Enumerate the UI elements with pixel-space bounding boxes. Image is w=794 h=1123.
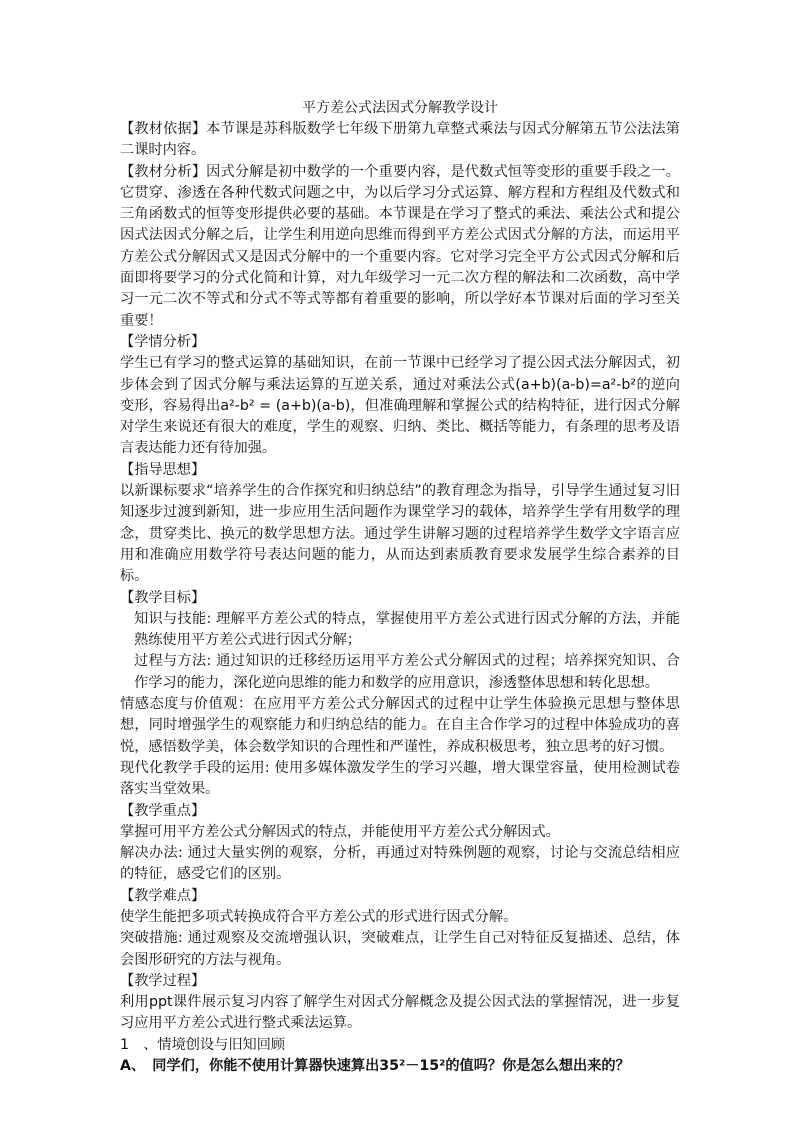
heading-teaching-goals: 【教学目标】 (120, 589, 206, 606)
paragraph-difficulties: 使学生能把多项式转换成符合平方差公式的形式进行因式分解。 (120, 908, 518, 925)
paragraph-key-solution: 解决办法: 通过大量实例的观察，分析，再通过对特殊例题的观察，讨论与交流总结相应的特征，感受它们的区别。 (120, 845, 680, 883)
heading-guiding-ideology: 【指导思想】 (120, 461, 206, 478)
document-title: 平方差公式法因式分解教学设计 (302, 100, 498, 116)
paragraph-key-points: 掌握可用平方差公式分解因式的特点，并能使用平方差公式分解因式。 (120, 823, 560, 840)
paragraph-guiding-ideology: 以新课标要求“培养学生的合作探究和归纳总结”的教育理念为指导，引导学生通过复习旧知逐步过渡到新知，进一步应用生活问题作为课堂学习的载体，培养学生学有用数学的理念，贯穿类比、换元的数学思想方法。通过学生讲解习题的过程培养学生数学文字语言应用和准确应用数学符号表达问题的能力，从而达到素质教育要求发展学生综合素养的目标。 (120, 483, 680, 585)
paragraph-question-a: A、 同学们，你能不使用计算器快速算出35²－15²的值吗？你是怎么想出来的？ (120, 1058, 630, 1075)
paragraph-emotion-values: 情感态度与价值观：在应用平方差公式分解因式的过程中让学生体验换元思想与整体思想，同时增强学生的观察能力和归纳总结的能力。在自主合作学习的过程中体验成功的喜悦，感悟数学美，体会数学知识的合理性和严谨性，养成积极思考，独立思考的好习惯。 (120, 696, 680, 755)
paragraph-breakthrough: 突破措施: 通过观察及交流增强认识，突破难点，让学生自己对特征反复描述、总结，体会图形研究的方法与视角。 (120, 930, 680, 968)
heading-difficulties: 【教学难点】 (120, 887, 206, 904)
heading-student-analysis: 【学情分析】 (120, 333, 206, 350)
paragraph-textbook-basis: 【教材依据】本节课是苏科版数学七年级下册第九章整式乘法与因式分解第五节公法法第二课时内容。 (120, 121, 680, 159)
paragraph-modern-means: 现代化教学手段的运用: 使用多媒体激发学生的学习兴趣，增大课堂容量，使用检测试卷落实当堂效果。 (120, 759, 680, 798)
heading-teaching-process: 【教学过程】 (120, 972, 206, 989)
paragraph-process-methods: 过程与方法: 通过知识的迁移经历运用平方差公式分解因式的过程；培养探究知识、合作学习的能力，深化逆向思维的能力和数学的应用意识，渗透整体思想和转化思想。 (134, 653, 680, 691)
paragraph-teaching-process: 利用ppt课件展示复习内容了解学生对因式分解概念及提公因式法的掌握情况，进一步复习应用平方差公式进行整式乘法运算。 (120, 994, 680, 1032)
document-page (120, 98, 680, 1077)
paragraph-textbook-analysis: 【教材分析】因式分解是初中数学的一个重要内容，是代数式恒等变形的重要手段之一。它贯穿、渗透在各种代数式问题之中，为以后学习分式运算、解方程和方程组及代数式和三角函数式的恒等变形提供必要的基础。本节课是在学习了整式的乘法、乘法公式和提公因式法因式分解之后，让学生利用逆向思维而得到平方差公式因式分解的方法，而运用平方差公式分解因式又是因式分解中的一个重要内容。它对学习完全平方公式因式分解和后面即将要学习的分式化简和计算，对九年级学习一元二次方程的解法和二次函数，高中学习一元二次不等式和分式不等式等都有着重要的影响，所以学好本节课对后面的学习至关重要！ (120, 163, 680, 329)
paragraph-knowledge-skills: 知识与技能: 理解平方差公式的特点，掌握使用平方差公式进行因式分解的方法，并能熟练使用平方差公式进行因式分解； (134, 610, 680, 649)
paragraph-scenario: 1 、情境创设与旧知回顾 (120, 1036, 286, 1053)
paragraph-student-analysis: 学生已有学习的整式运算的基础知识，在前一节课中已经学习了提公因式法分解因式，初步体会到了因式分解与乘法运算的互逆关系，通过对乘法公式(a+b)(a-b)=a²-b²的逆向变形，容易得出a²-b² = (a+b)(a-b)，但准确理解和掌握公式的结构特征，进行因式分解对学生来说还有很大的难度，学生的观察、归纳、类比、概括等能力，有条理的思考及语言表达能力还有待加强。 (120, 355, 680, 457)
heading-key-points: 【教学重点】 (120, 802, 206, 819)
